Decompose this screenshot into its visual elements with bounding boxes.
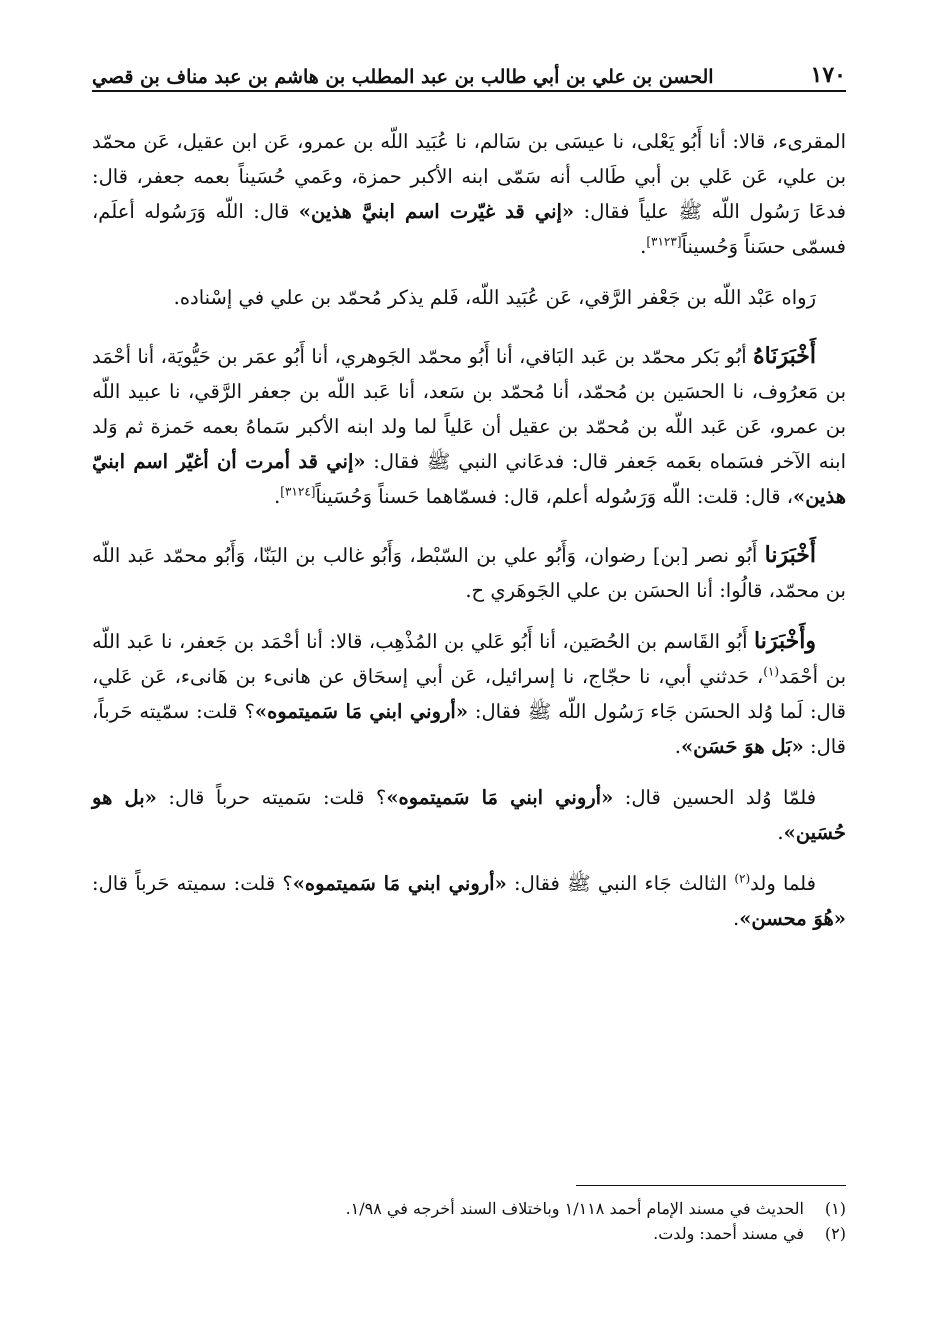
text-run: أَبُو نصر [بن] رضوان، وَأَبُو علي بن السّبْط، وَأَبُو غالب بن البَنّا، وَأَبُو محمّد عَبد اللّه بن محمّد، قالُوا: أنا الحسَن بن علي الجَوهَري ح.	[92, 544, 846, 602]
text-run: ؟ قلت: سَميته حرباً قال:	[156, 786, 387, 809]
text-run: فلما ولد	[750, 872, 816, 895]
text-run: أبُو بَكر محمّد بن عَبد البَاقي، أنا أَبُو محمّد الجَوهري، أنا أَبُو عمَر بن حَيُّويَة، أنا أحْمَد بن مَعرُوف، نا الحسَين بن مُحمّد، أنا مُحمّد بن سَعد، أنا عَبد اللّه بن جعفر الرَّقي، نا عبيد اللّه بن عمرو، عَن عَبد اللّه بن مُحمّد بن عقيل أن عَلياً لما ولد ابنه الأكبر سَماهُ بعمه حَمزة ثم وَلد ابنه الآخر فسَماه بعَمه جَعفر قال: فدعَاني النبي ﷺ فقال:	[92, 345, 846, 473]
paragraph	[92, 124, 846, 264]
text-run: .	[733, 907, 740, 930]
footnotes	[92, 1196, 846, 1246]
paragraph	[92, 780, 846, 850]
running-title: الحسن بن علي بن أبي طالب بن عبد المطلب بن هاشم بن عبد مناف بن قصي	[92, 66, 714, 88]
footnote	[92, 1221, 846, 1246]
page-body	[92, 124, 846, 952]
footnote-number: (٢)	[824, 1224, 846, 1243]
text-run: .	[777, 821, 784, 844]
book-page	[92, 48, 846, 1308]
reference-marker: (١)	[763, 664, 780, 679]
paragraph	[92, 280, 846, 315]
text-run: .	[274, 485, 281, 508]
page-header	[92, 48, 846, 88]
text-run: ، قال: قلت: اللّه وَرَسُوله أعلم، قال: فسمّاهما حَسناً وَحُسَيناً	[315, 485, 794, 508]
text-run: فلمّا وُلد الحسين قال:	[613, 786, 817, 809]
footnote-text: الحديث في مسند الإمام أحمد ١/١١٨ وباختلاف السند أخرجه في ١/٩٨.	[345, 1199, 804, 1218]
text-run: .	[674, 735, 681, 758]
quoted-speech: «هُوَ محسن»	[739, 907, 846, 930]
reference-marker: (٢)	[734, 871, 751, 886]
isnad-lead-word: وأَخْبَرَنا	[754, 628, 816, 654]
footnote-rule	[576, 1185, 846, 1186]
paragraph	[92, 624, 846, 764]
quoted-speech: «بَل هوَ حَسَن»	[680, 735, 804, 758]
footnote-number: (١)	[824, 1199, 846, 1218]
quoted-speech: «بل هو حُسَين»	[92, 786, 846, 844]
text-run: المقرىء، قالا: أنا أَبُو يَعْلى، نا عيسَى بن سَالم، نا عُبَيد اللّه بن عمرو، عَن ابن عقيل، عَن محمّد بن علي، عَن عَلي بن أبي طَالب أنه سَمّى ابنه الأكبر حمزة، وعَمي حُسَيناً بعمه جعفر، قال: فدعَا رَسُول اللّه ﷺ علياً فقال:	[92, 130, 846, 223]
quoted-speech: «أروني ابني مَا سَميتموه»	[254, 700, 469, 723]
paragraph	[92, 339, 846, 514]
footnote	[92, 1196, 846, 1221]
header-rule	[92, 90, 846, 92]
isnad-lead-word: أَخْبَرَنَاهُ	[753, 343, 816, 369]
quoted-speech: «أروني ابني مَا سَميتموه»	[292, 872, 507, 895]
quoted-speech: «إني قد غيّرت اسم ابنيَّ هذين»	[298, 200, 575, 223]
page-number: ١٧٠	[810, 62, 846, 88]
reference-marker: [٣١٢٣]	[646, 234, 682, 249]
text-run: أَبُو القَاسم بن الحُصَين، أنا أَبُو عَلي بن المُذْهِب، قالا: أنا أحْمَد بن جَعفر، نا عَبد اللّه بن أحْمَد	[92, 630, 847, 688]
footnote-text: في مسند أحمد: ولدت.	[653, 1224, 804, 1243]
quoted-speech: «إني قد أمرت أن أغيّر اسم ابنيّ هذين»	[92, 450, 846, 508]
text-run: رَواه عَبْد اللّه بن جَعْفر الرَّقي، عَن عُبَيد اللّه، فَلم يذكر مُحمّد بن علي في إسْناده.	[173, 286, 816, 309]
text-run: قال: اللّه وَرَسُوله أعلَم، فسمّى حسَناً وَحُسيناً	[92, 200, 846, 258]
text-run: الثالث جَاء النبي ﷺ فقال:	[506, 872, 735, 895]
text-run: ، حَدثني أبي، نا حجّاج، نا إسرائيل، عَن أبي إسحَاق عن هانىء بن هَانىء، عَن عَلي، قال: لَما وُلد الحسَن جَاء رَسُول اللّه ﷺ فقال:	[92, 665, 846, 723]
isnad-lead-word: أَخْبَرَنا	[764, 542, 816, 568]
paragraph	[92, 538, 846, 608]
reference-marker: [٣١٢٤]	[280, 484, 316, 499]
text-run: ؟ قلت: سميته حَرباً قال:	[92, 872, 293, 895]
quoted-speech: «أروني ابني مَا سَميتموه»	[386, 786, 614, 809]
paragraph	[92, 866, 846, 936]
text-run: ؟ قلت: سمّيته حَرباً، قال:	[92, 700, 846, 758]
text-run: .	[640, 235, 647, 258]
